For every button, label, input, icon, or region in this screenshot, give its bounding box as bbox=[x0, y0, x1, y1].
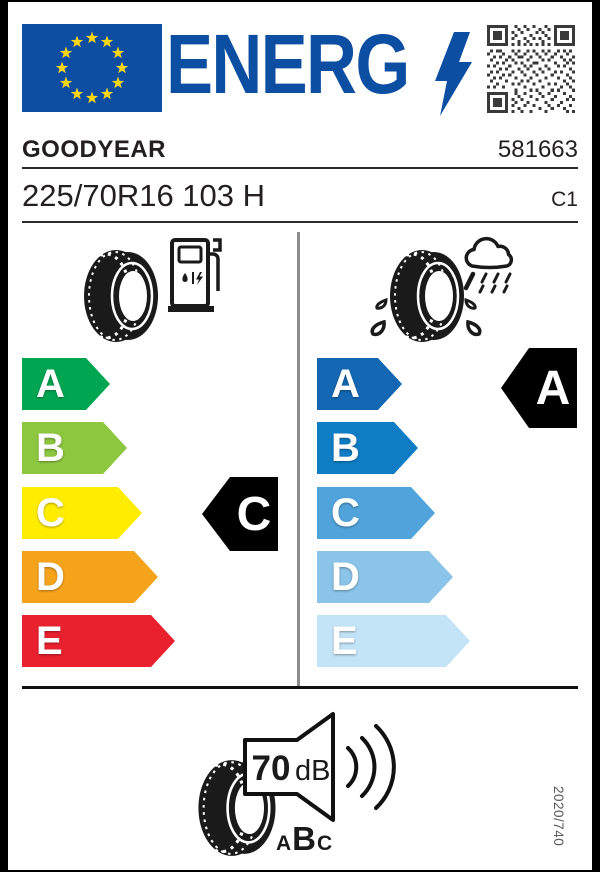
wet-scale-row-b bbox=[317, 422, 418, 474]
wet-scale-row-d bbox=[317, 551, 453, 603]
noise-value: 70 bbox=[251, 749, 291, 788]
wet-grade-e: E bbox=[331, 618, 358, 663]
noise-class-a: A bbox=[276, 832, 292, 855]
rain-cloud-icon bbox=[458, 232, 528, 304]
wet-rating-indicator bbox=[501, 348, 577, 428]
wet-grade-a: A bbox=[331, 361, 360, 406]
noise-class-scale bbox=[276, 820, 332, 858]
tire-class: C1 bbox=[551, 188, 578, 211]
article-number: 581663 bbox=[497, 136, 578, 163]
noise-class-c: C bbox=[317, 832, 333, 855]
fuel-rating-indicator bbox=[202, 477, 278, 551]
lightning-icon bbox=[432, 32, 472, 116]
fuel-rating-letter: C bbox=[236, 487, 272, 541]
energ-wordmark: ENERG bbox=[166, 17, 409, 111]
fuel-scale-row-e bbox=[22, 615, 175, 667]
wet-scale-row-c bbox=[317, 487, 435, 539]
wet-scale-row-a bbox=[317, 358, 402, 410]
fuel-grade-a: A bbox=[36, 361, 65, 406]
label-border-bottom bbox=[0, 870, 600, 872]
wet-scale-row-e bbox=[317, 615, 470, 667]
noise-unit: dB bbox=[295, 755, 331, 787]
header-rule-1 bbox=[22, 167, 578, 169]
noise-section-rule bbox=[22, 686, 578, 689]
noise-class-b-selected: B bbox=[292, 820, 317, 857]
fuel-grade-b: B bbox=[36, 425, 65, 470]
tire-size: 225/70R16 103 H bbox=[22, 178, 266, 213]
fuel-grade-d: D bbox=[36, 554, 65, 599]
wet-grade-b: B bbox=[331, 425, 360, 470]
label-border-top bbox=[0, 0, 600, 2]
fuel-grade-c: C bbox=[36, 490, 65, 535]
label-border-right bbox=[592, 0, 600, 872]
fuel-tyre-icon bbox=[82, 248, 162, 344]
fuel-scale-row-b bbox=[22, 422, 127, 474]
fuel-scale-row-c bbox=[22, 487, 142, 539]
sound-waves-icon bbox=[344, 712, 410, 822]
qr-code bbox=[487, 25, 575, 113]
column-divider bbox=[297, 232, 300, 688]
wet-rating-letter: A bbox=[535, 361, 571, 415]
water-splash-left-icon bbox=[368, 296, 394, 340]
header-rule-2 bbox=[22, 221, 578, 223]
fuel-scale-row-a bbox=[22, 358, 110, 410]
fuel-scale-row-d bbox=[22, 551, 158, 603]
brand-name: GOODYEAR bbox=[22, 136, 167, 163]
wet-grade-d: D bbox=[331, 554, 360, 599]
label-border-left bbox=[0, 0, 8, 872]
wet-grade-c: C bbox=[331, 490, 360, 535]
wet-tyre-icon bbox=[388, 248, 468, 344]
fuel-pump-icon bbox=[166, 234, 226, 314]
fuel-grade-e: E bbox=[36, 618, 63, 663]
eu-flag-icon bbox=[22, 24, 162, 112]
regulation-number: 2020/740 bbox=[551, 786, 566, 847]
